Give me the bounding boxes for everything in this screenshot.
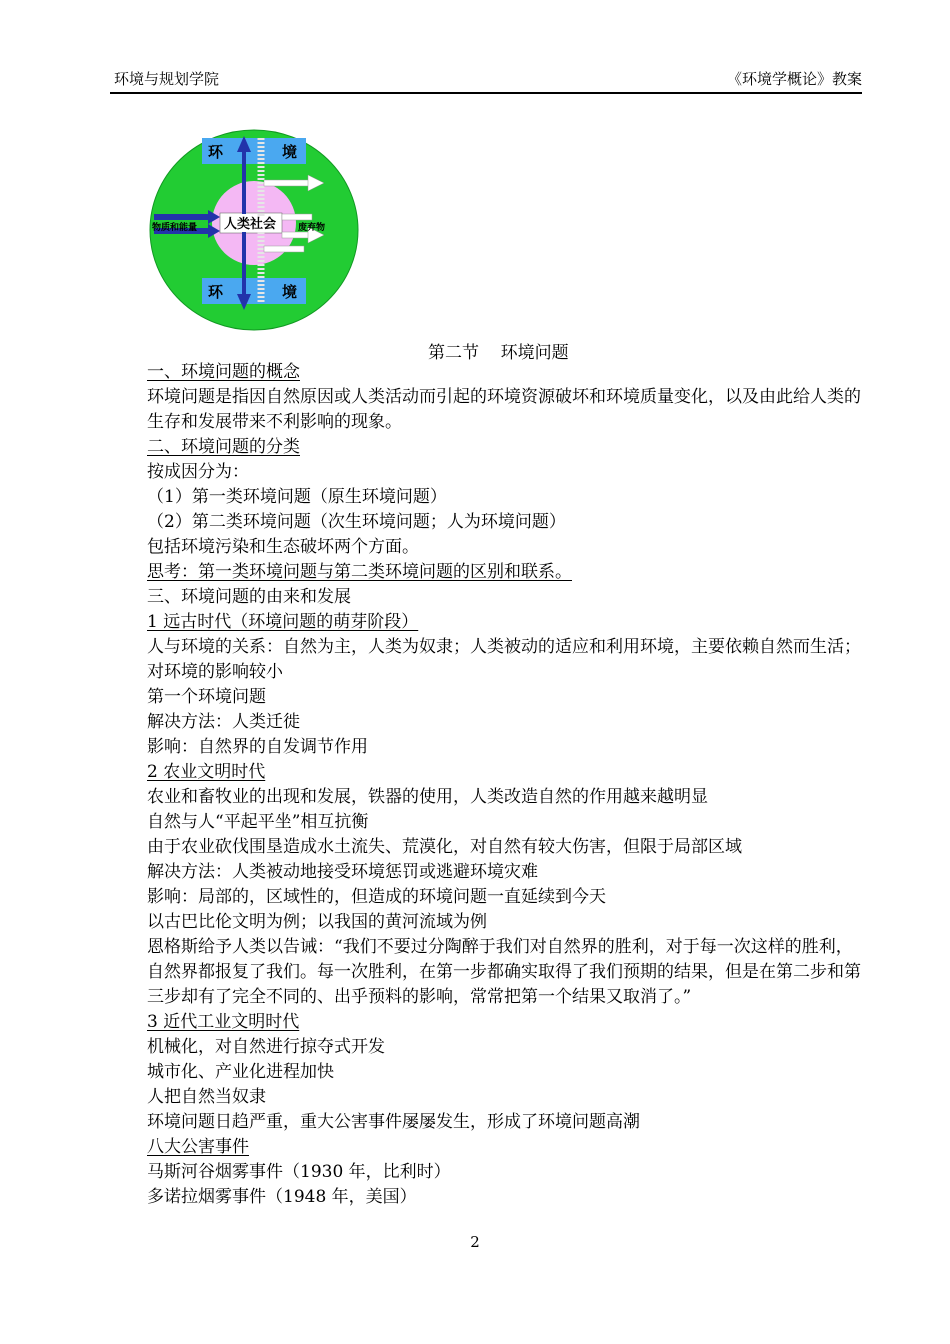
text-line <box>112 760 862 785</box>
line-text: 自然与人“平起平坐”相互抗衡 <box>147 812 369 832</box>
text-line <box>112 785 862 810</box>
text-line <box>112 835 862 860</box>
document-body <box>112 360 862 1210</box>
text-line <box>112 710 862 735</box>
line-text: 由于农业砍伐围垦造成水土流失、荒漠化，对自然有较大伤害，但限于局部区域 <box>147 837 742 857</box>
line-text: 影响：局部的，区域性的，但造成的环境问题一直延续到今天 <box>147 887 606 907</box>
underlined-heading: 思考：第一类环境问题与第二类环境问题的区别和联系。 <box>147 562 572 582</box>
text-line <box>112 460 862 485</box>
text-line <box>112 685 862 710</box>
line-text: 按成因分为： <box>147 462 249 482</box>
line-text: 三、环境问题的由来和发展 <box>147 587 351 607</box>
output-label: 废弃物 <box>298 223 326 233</box>
header-left: 环境与规划学院 <box>114 70 220 88</box>
line-text: 解决方法：人类被动地接受环境惩罚或逃避环境灾难 <box>147 862 538 882</box>
text-line <box>112 1110 862 1135</box>
environment-diagram-svg <box>148 128 360 332</box>
header-right: 《环境学概论》教案 <box>726 70 862 88</box>
line-text: 恩格斯给予人类以告诫：“我们不要过分陶醉于我们对自然界的胜利，对于每一次这样的胜利，自然界都报复了我们。每一次胜利，在第一步都确实取得了我们预期的结果，但是在第二步和第三步却有了完全不同的、出乎预料的影响，常常把第一个结果又取消了。” <box>147 937 861 1007</box>
text-line <box>112 860 862 885</box>
env-top-right: 境 <box>282 143 298 161</box>
line-text: 人把自然当奴隶 <box>147 1087 266 1107</box>
line-text: 农业和畜牧业的出现和发展，铁器的使用，人类改造自然的作用越来越明显 <box>147 787 708 807</box>
page-number: 2 <box>470 1233 480 1251</box>
underlined-heading: 八大公害事件 <box>147 1137 249 1157</box>
underlined-heading: 2 农业文明时代 <box>147 762 266 782</box>
text-line <box>112 735 862 760</box>
section-title: 第二节 环境问题 <box>428 343 569 363</box>
line-text: 城市化、产业化进程加快 <box>147 1062 334 1082</box>
line-text: 多诺拉烟雾事件（1948 年，美国） <box>147 1187 417 1207</box>
text-line <box>112 1060 862 1085</box>
text-line <box>112 385 862 435</box>
output-arrow-1 <box>264 180 310 186</box>
line-text: 人与环境的关系：自然为主，人类为奴隶；人类被动的适应和利用环境，主要依赖自然而生活；对环境的影响较小 <box>147 637 861 682</box>
text-line <box>112 935 862 1010</box>
text-line <box>112 1185 862 1210</box>
line-text: 解决方法：人类迁徙 <box>147 712 300 732</box>
text-line <box>112 610 862 635</box>
text-line <box>112 1135 862 1160</box>
text-line <box>112 635 862 685</box>
output-arrow-2 <box>282 214 312 220</box>
env-bottom-left: 环 <box>208 283 224 301</box>
line-text: 包括环境污染和生态破坏两个方面。 <box>147 537 419 557</box>
page-header <box>110 66 862 94</box>
environment-diagram <box>148 128 360 332</box>
line-text: 以古巴比伦文明为例；以我国的黄河流域为例 <box>147 912 487 932</box>
line-text: 环境问题是指因自然原因或人类活动而引起的环境资源破坏和环境质量变化，以及由此给人类的生存和发展带来不利影响的现象。 <box>147 387 861 432</box>
underlined-heading: 二、环境问题的分类 <box>147 437 300 457</box>
text-line <box>112 360 862 385</box>
env-top-left: 环 <box>208 143 224 161</box>
line-text: 环境问题日趋严重，重大公害事件屡屡发生，形成了环境问题高潮 <box>147 1112 640 1132</box>
underlined-heading: 1 远古时代（环境问题的萌芽阶段） <box>147 612 419 632</box>
underlined-heading: 3 近代工业文明时代 <box>147 1012 300 1032</box>
text-line <box>112 435 862 460</box>
input-arrow-1 <box>154 214 210 220</box>
text-line <box>112 1010 862 1035</box>
text-line <box>112 560 862 585</box>
line-text: 第一个环境问题 <box>147 687 266 707</box>
text-line <box>112 1085 862 1110</box>
env-bottom-right: 境 <box>282 283 298 301</box>
line-text: （1）第一类环境问题（原生环境问题） <box>147 487 447 507</box>
line-text: 影响：自然界的自发调节作用 <box>147 737 368 757</box>
society-label: 人类社会 <box>224 217 277 232</box>
text-line <box>112 910 862 935</box>
line-text: 马斯河谷烟雾事件（1930 年，比利时） <box>147 1162 451 1182</box>
input-label: 物质和能量 <box>152 223 198 233</box>
line-text: 机械化，对自然进行掠夺式开发 <box>147 1037 385 1057</box>
underlined-heading: 一、环境问题的概念 <box>147 362 300 382</box>
text-line <box>112 885 862 910</box>
text-line <box>112 535 862 560</box>
text-line <box>112 1035 862 1060</box>
output-arrow-4 <box>264 246 304 252</box>
text-line <box>112 585 862 610</box>
line-text: （2）第二类环境问题（次生环境问题；人为环境问题） <box>147 512 566 532</box>
text-line <box>112 810 862 835</box>
text-line <box>112 485 862 510</box>
text-line <box>112 1160 862 1185</box>
text-line <box>112 510 862 535</box>
